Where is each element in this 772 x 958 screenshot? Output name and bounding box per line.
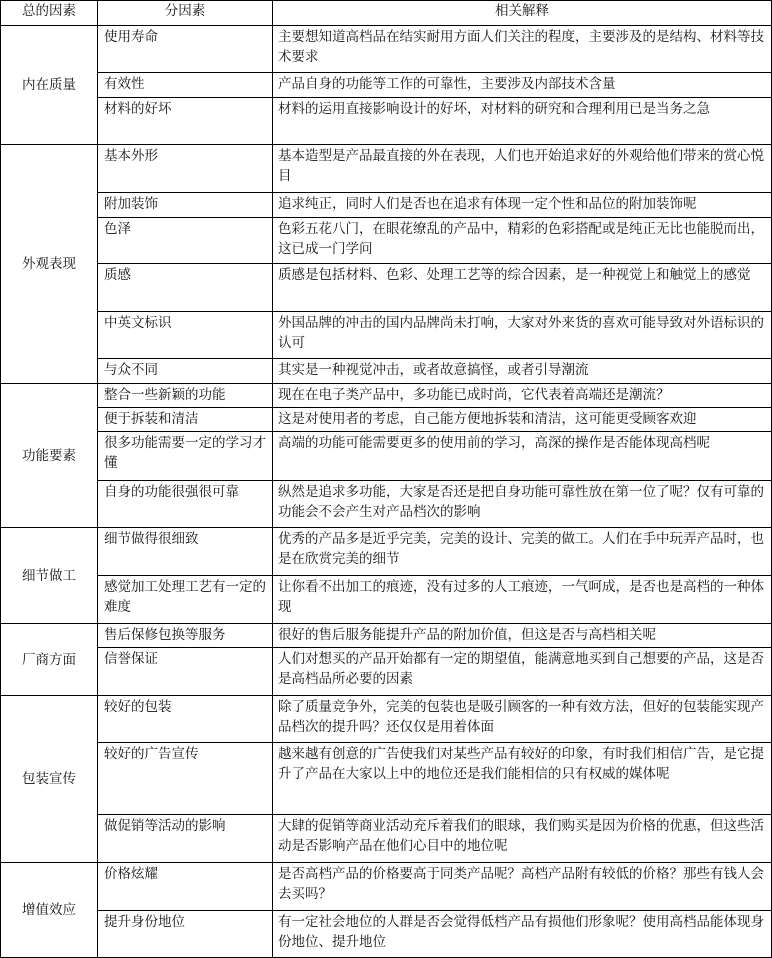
explanation-cell: 材料的运用直接影响设计的好坏，对材料的研究和合理利用已是当务之急	[273, 98, 772, 145]
table-row	[1, 193, 772, 218]
explanation-cell: 纵然是追求多功能，大家是否还是把自身功能可靠性放在第一位了呢？仅有可靠的功能会不会产生对产品档次的影响	[273, 481, 772, 528]
table-row	[1, 359, 772, 384]
explanation-cell: 越来越有创意的广告使我们对某些产品有较好的印象，有时我们相信广告，是它提升了产品在大家以上中的地位还是我们能相信的只有权威的媒体呢	[273, 743, 772, 815]
group-cell: 内在质量	[1, 26, 98, 145]
sub-factor-cell: 感觉加工处理工艺有一定的难度	[98, 576, 273, 624]
explanation-cell: 色彩五花八门，在眼花缭乱的产品中，精彩的色彩搭配或是纯正无比也能脱而出，这已成一门学问	[273, 218, 772, 264]
table-row	[1, 312, 772, 359]
sub-factor-cell: 色泽	[98, 218, 273, 264]
table-row	[1, 576, 772, 624]
header-row	[1, 1, 772, 26]
table-row	[1, 648, 772, 696]
table-row	[1, 98, 772, 145]
table-row	[1, 145, 772, 193]
group-cell: 增值效应	[1, 863, 98, 958]
sub-factor-cell: 售后保修包换等服务	[98, 624, 273, 648]
sub-factor-cell: 自身的功能很强很可靠	[98, 481, 273, 528]
explanation-cell: 高端的功能可能需要更多的使用前的学习，高深的操作是否能体现高档呢	[273, 432, 772, 481]
sub-factor-cell: 细节做得很细致	[98, 528, 273, 576]
explanation-cell: 现在在电子类产品中，多功能已成时尚，它代表着高端还是潮流？	[273, 384, 772, 408]
sub-factor-cell: 便于拆装和清洁	[98, 408, 273, 432]
table-row	[1, 624, 772, 648]
group-cell: 厂商方面	[1, 624, 98, 696]
table-row	[1, 815, 772, 863]
explanation-cell: 让你看不出加工的痕迹，没有过多的人工痕迹，一气呵成，是否也是高档的一种体现	[273, 576, 772, 624]
table-row	[1, 384, 772, 408]
explanation-cell: 很好的售后服务能提升产品的附加价值，但这是否与高档相关呢	[273, 624, 772, 648]
explanation-cell: 其实是一种视觉冲击，或者故意搞怪，或者引导潮流	[273, 359, 772, 384]
sub-factor-cell: 价格炫耀	[98, 863, 273, 911]
explanation-cell: 人们对想买的产品开始都有一定的期望值，能满意地买到自己想要的产品，这是否是高档品所必要的因素	[273, 648, 772, 696]
sub-factor-cell: 中英文标识	[98, 312, 273, 359]
sub-factor-cell: 整合一些新颖的功能	[98, 384, 273, 408]
explanation-cell: 外国品牌的冲击的国内品牌尚未打响，大家对外来货的喜欢可能导致对外语标识的认可	[273, 312, 772, 359]
explanation-cell: 主要想知道高档品在结实耐用方面人们关注的程度，主要涉及的是结构、材料等技术要求	[273, 26, 772, 73]
explanation-cell: 这是对使用者的考虑，自己能方便地拆装和清洁，这可能更受顾客欢迎	[273, 408, 772, 432]
table-row	[1, 264, 772, 312]
sub-factor-cell: 做促销等活动的影响	[98, 815, 273, 863]
sub-factor-cell: 使用寿命	[98, 26, 273, 73]
sub-factor-cell: 较好的广告宣传	[98, 743, 273, 815]
sub-factor-cell: 很多功能需要一定的学习才懂	[98, 432, 273, 481]
sub-factor-cell: 信誉保证	[98, 648, 273, 696]
table-row	[1, 696, 772, 743]
sub-factor-cell: 较好的包装	[98, 696, 273, 743]
explanation-cell: 有一定社会地位的人群是否会觉得低档产品有损他们形象呢？使用高档品能体现身份地位、提升地位	[273, 911, 772, 958]
table-row	[1, 743, 772, 815]
table-row	[1, 218, 772, 264]
table-row	[1, 481, 772, 528]
table-row	[1, 26, 772, 73]
explanation-cell: 优秀的产品多是近乎完美，完美的设计、完美的做工。人们在手中玩弄产品时，也是在欣赏完美的细节	[273, 528, 772, 576]
sub-factor-cell: 基本外形	[98, 145, 273, 193]
group-cell: 功能要素	[1, 384, 98, 528]
sub-factor-cell: 有效性	[98, 73, 273, 98]
explanation-cell: 除了质量竞争外，完美的包装也是吸引顾客的一种有效方法，但好的包装能实现产品档次的提升吗？还仅仅是用着体面	[273, 696, 772, 743]
table-row	[1, 863, 772, 911]
sub-factor-cell: 质感	[98, 264, 273, 312]
header-sub-factor: 分因素	[98, 1, 273, 26]
group-cell: 外观表现	[1, 145, 98, 384]
sub-factor-cell: 提升身份地位	[98, 911, 273, 958]
explanation-cell: 质感是包括材料、色彩、处理工艺等的综合因素，是一种视觉上和触觉上的感觉	[273, 264, 772, 312]
sub-factor-cell: 与众不同	[98, 359, 273, 384]
table-row	[1, 528, 772, 576]
table-row	[1, 911, 772, 958]
sub-factor-cell: 材料的好坏	[98, 98, 273, 145]
group-cell: 包装宣传	[1, 696, 98, 863]
sub-factor-cell: 附加装饰	[98, 193, 273, 218]
explanation-cell: 产品自身的功能等工作的可靠性，主要涉及内部技术含量	[273, 73, 772, 98]
header-explanation: 相关解释	[273, 1, 772, 26]
header-total-factor: 总的因素	[1, 1, 98, 26]
table-row	[1, 432, 772, 481]
explanation-cell: 追求纯正，同时人们是否也在追求有体现一定个性和品位的附加装饰呢	[273, 193, 772, 218]
table-row	[1, 73, 772, 98]
explanation-cell: 是否高档产品的价格要高于同类产品呢？高档产品附有较低的价格？那些有钱人会去买吗？	[273, 863, 772, 911]
explanation-cell: 基本造型是产品最直接的外在表现，人们也开始追求好的外观给他们带来的赏心悦目	[273, 145, 772, 193]
explanation-cell: 大肆的促销等商业活动充斥着我们的眼球，我们购买是因为价格的优惠，但这些活动是否影响产品在他们心目中的地位呢	[273, 815, 772, 863]
group-cell: 细节做工	[1, 528, 98, 624]
table-row	[1, 408, 772, 432]
